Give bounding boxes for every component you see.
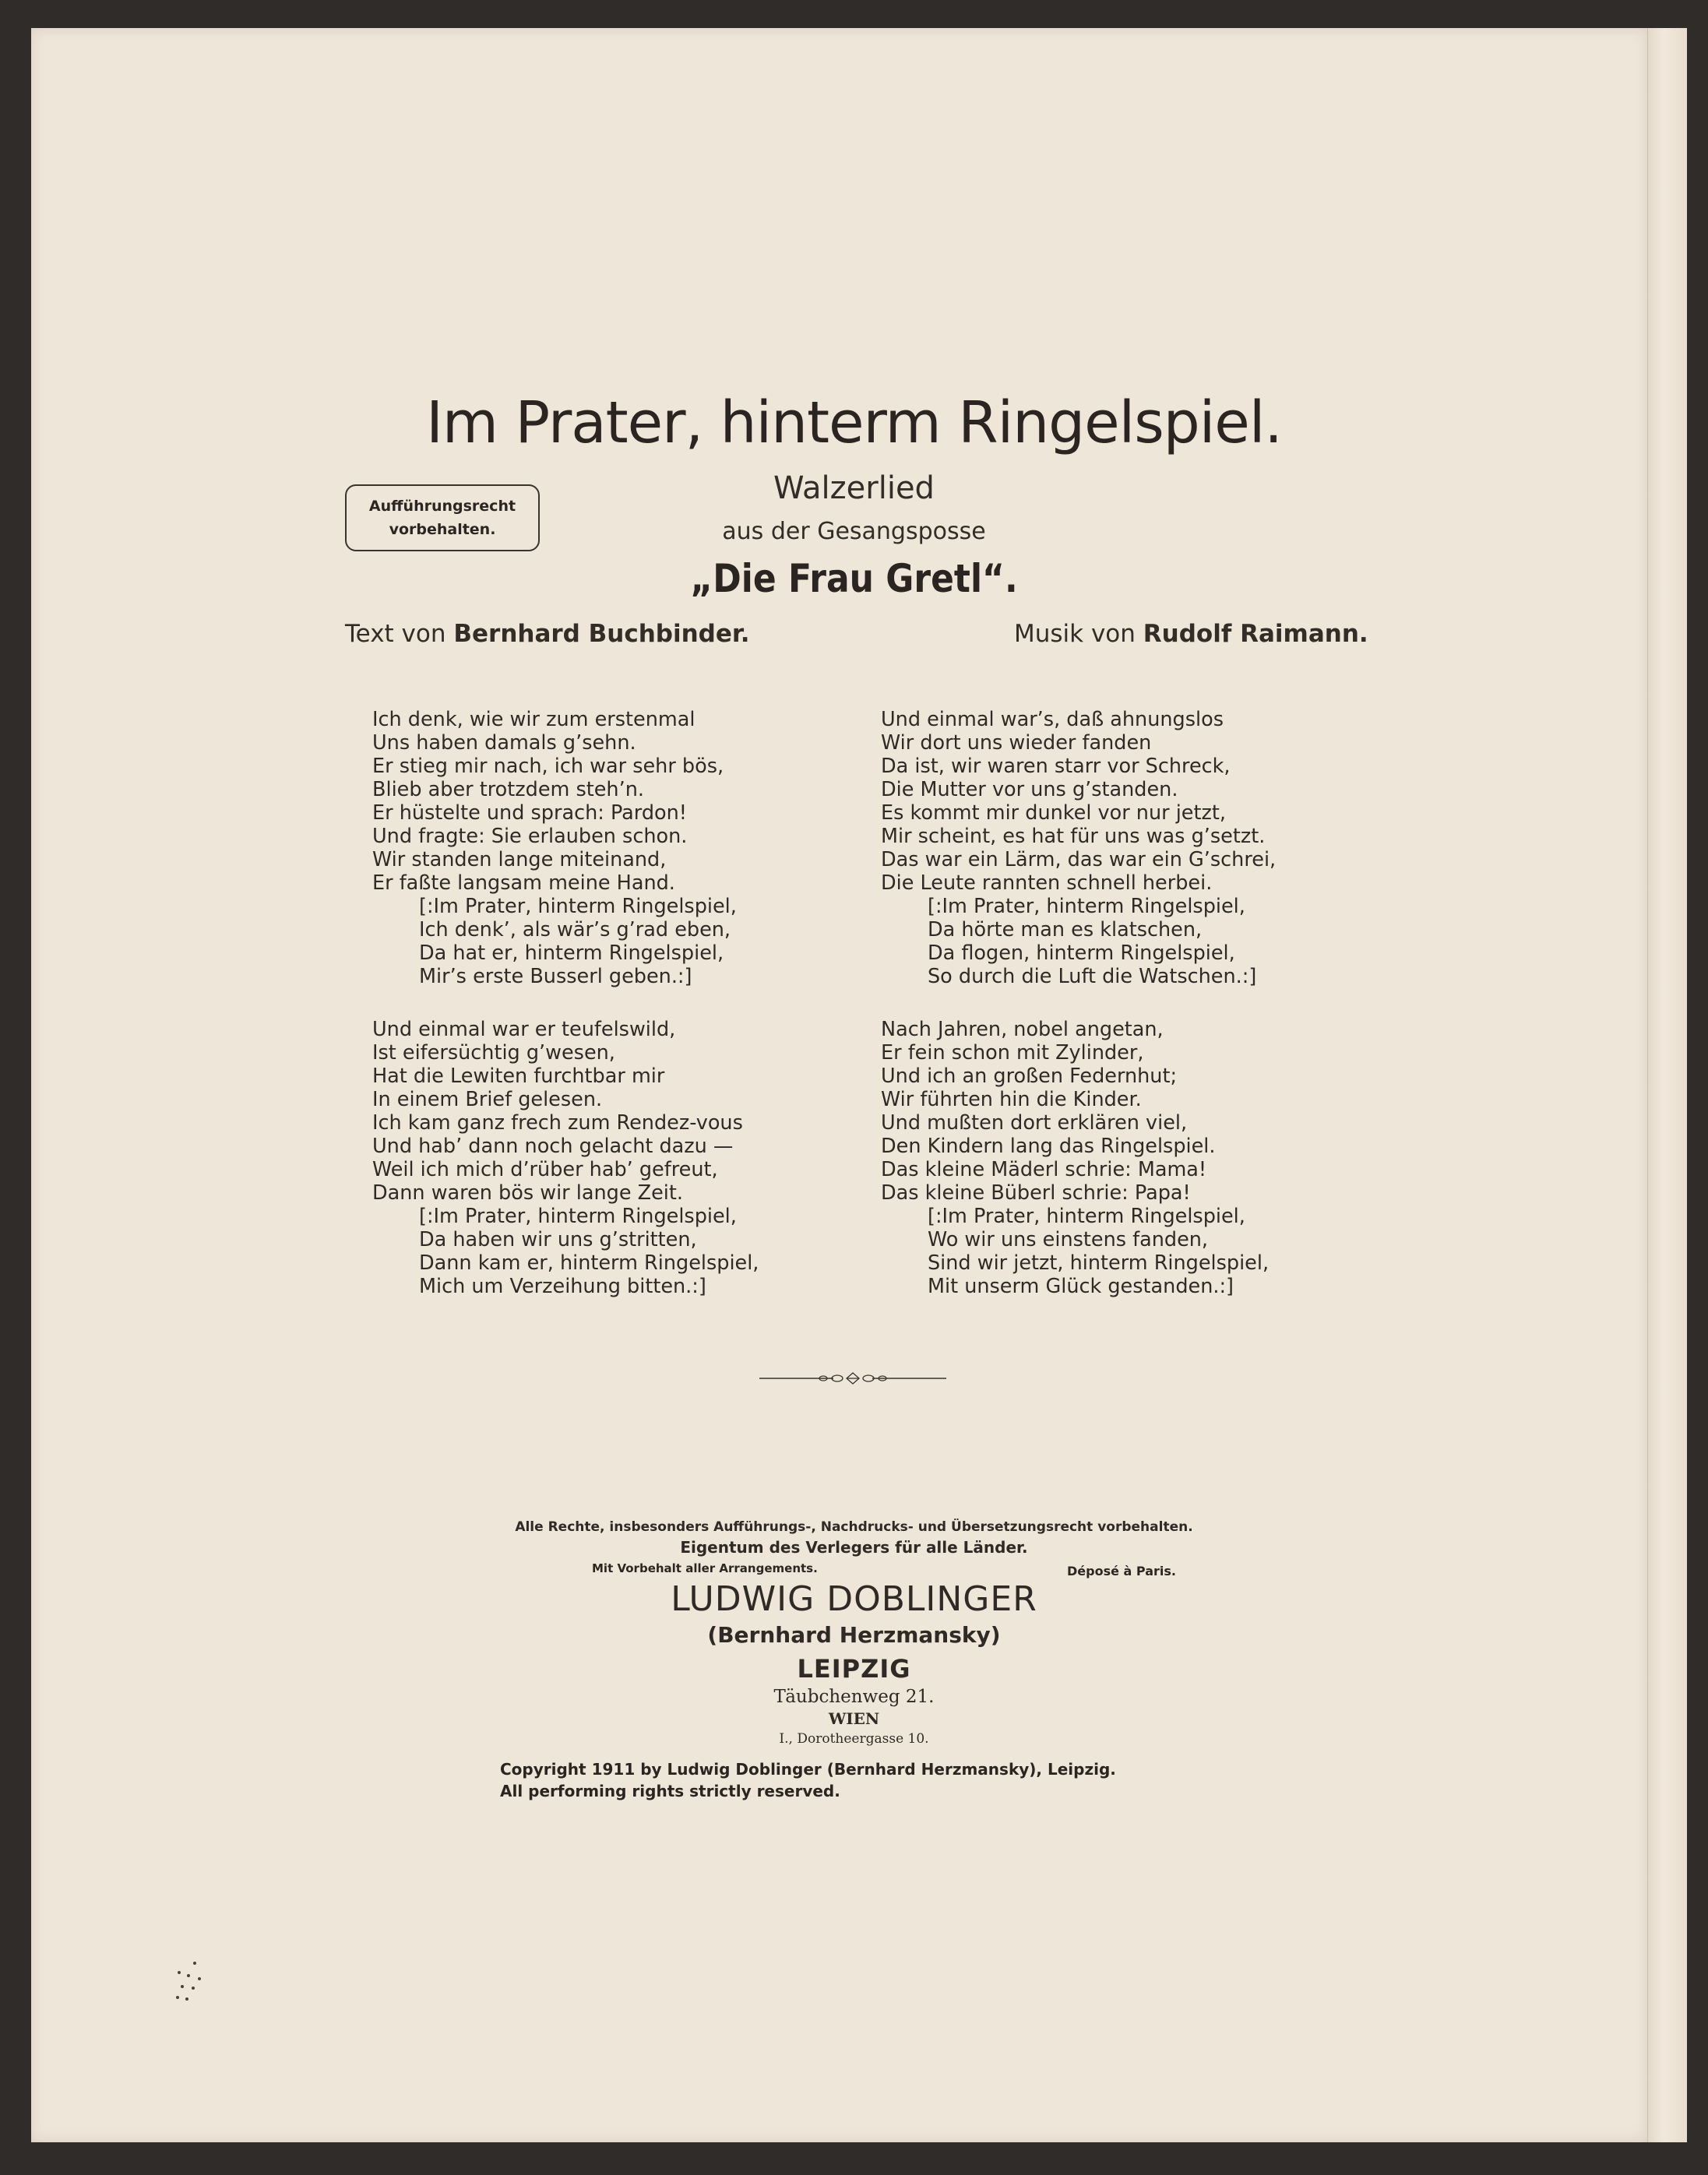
lyric-line: Da hat er, hinterm Ringelspiel, — [419, 941, 724, 965]
lyric-line: Blieb aber trotzdem steh’n. — [372, 778, 644, 801]
lyric-line: Mir’s erste Busserl geben.:] — [419, 965, 692, 988]
lyric-line: [:Im Prater, hinterm Ringelspiel, — [928, 895, 1245, 918]
performance-rights-box — [345, 484, 540, 551]
lyric-line: Dann kam er, hinterm Ringelspiel, — [419, 1251, 759, 1275]
rights-box-line: Aufführungsrecht — [368, 498, 516, 515]
depose-notice: Déposé à Paris. — [1067, 1564, 1176, 1578]
lyricist-name: Bernhard Buchbinder. — [453, 620, 750, 648]
lyricist-prefix: Text von — [345, 620, 454, 648]
lyric-line: Den Kindern lang das Ringelspiel. — [881, 1135, 1216, 1158]
ornament-divider — [759, 1369, 946, 1388]
lyric-line: Weil ich mich d’rüber hab’ gefreut, — [372, 1158, 718, 1181]
lyric-line: Und hab’ dann noch gelacht dazu — — [372, 1135, 734, 1158]
lyric-line: Da ist, wir waren starr vor Schreck, — [881, 755, 1231, 778]
lyric-line: Wir führten hin die Kinder. — [881, 1088, 1142, 1111]
lyric-line: Wir standen lange miteinand, — [372, 848, 667, 871]
stanza-2 — [881, 708, 1276, 988]
lyric-line: Die Mutter vor uns g’standen. — [881, 778, 1178, 801]
lyric-line: Und mußten dort erklären viel, — [881, 1111, 1188, 1135]
song-title: Im Prater, hinterm Ringelspiel. — [426, 389, 1282, 456]
lyric-line: Dann waren bös wir lange Zeit. — [372, 1181, 683, 1205]
property-notice: Eigentum des Verlegers für alle Länder. — [680, 1538, 1028, 1557]
copyright-notice — [500, 1758, 1116, 1802]
arrangements-notice: Mit Vorbehalt aller Arrangements. — [592, 1561, 818, 1575]
lyric-line: Er fein schon mit Zylinder, — [881, 1041, 1144, 1065]
lyric-line: Hat die Lewiten furchtbar mir — [372, 1065, 665, 1088]
page-edge — [1647, 28, 1687, 2142]
lyric-line: Mir scheint, es hat für uns was g’setzt. — [881, 825, 1266, 848]
lyric-line: Nach Jahren, nobel angetan, — [881, 1018, 1164, 1041]
lyric-line: So durch die Luft die Watschen.:] — [928, 965, 1257, 988]
lyric-line: [:Im Prater, hinterm Ringelspiel, — [928, 1205, 1245, 1228]
lyric-line: Das kleine Büberl schrie: Papa! — [881, 1181, 1191, 1205]
lyric-line: Ich denk, wie wir zum erstenmal — [372, 708, 696, 731]
publisher-subtitle: (Bernhard Herzmansky) — [707, 1622, 1001, 1648]
lyric-line: Ich denk’, als wär’s g’rad eben, — [419, 918, 731, 941]
composer-prefix: Musik von — [1014, 620, 1143, 648]
city-wien: WIEN — [828, 1709, 880, 1728]
lyricist-credit — [345, 620, 750, 648]
city-leipzig: LEIPZIG — [797, 1654, 911, 1684]
lyric-line: Sind wir jetzt, hinterm Ringelspiel, — [928, 1251, 1270, 1275]
work-title: „Die Frau Gretl“. — [690, 556, 1018, 601]
stanza-3 — [372, 1018, 759, 1298]
rights-box-line: vorbehalten. — [389, 521, 496, 538]
lyric-line: [:Im Prater, hinterm Ringelspiel, — [419, 895, 737, 918]
rights-notice: Alle Rechte, insbesonders Aufführungs-, Nachdrucks- und Übersetzungsrecht vorbehalten. — [515, 1519, 1193, 1535]
lyric-line: [:Im Prater, hinterm Ringelspiel, — [419, 1205, 737, 1228]
lyric-line: Wo wir uns einstens fanden, — [928, 1228, 1209, 1251]
lyric-line: Da flogen, hinterm Ringelspiel, — [928, 941, 1235, 965]
lyric-line: Die Leute rannten schnell herbei. — [881, 871, 1213, 895]
lyric-line: Uns haben damals g’sehn. — [372, 731, 636, 755]
stanza-1 — [372, 708, 737, 988]
address-leipzig: Täubchenweg 21. — [773, 1687, 935, 1707]
perforation-dots — [171, 1959, 210, 2005]
lyric-line: In einem Brief gelesen. — [372, 1088, 603, 1111]
lyric-line: Das kleine Mäderl schrie: Mama! — [881, 1158, 1207, 1181]
publisher-name: LUDWIG DOBLINGER — [671, 1579, 1037, 1619]
song-subtitle: Walzerlied — [773, 470, 935, 506]
lyric-line: Das war ein Lärm, das war ein G’schrei, — [881, 848, 1277, 871]
lyric-line: Und fragte: Sie erlauben schon. — [372, 825, 688, 848]
lyric-line: Ist eifersüchtig g’wesen, — [372, 1041, 615, 1065]
copyright-line: Copyright 1911 by Ludwig Doblinger (Bernhard Herzmansky), Leipzig. — [500, 1760, 1116, 1779]
address-wien: I., Dorotheergasse 10. — [779, 1731, 929, 1747]
lyric-line: Ich kam ganz frech zum Rendez-vous — [372, 1111, 743, 1135]
sheet-music-page — [31, 28, 1647, 2142]
lyric-line: Er stieg mir nach, ich war sehr bös, — [372, 755, 724, 778]
copyright-line: All performing rights strictly reserved. — [500, 1782, 840, 1800]
lyric-line: Er faßte langsam meine Hand. — [372, 871, 675, 895]
lyric-line: Und einmal war’s, daß ahnungslos — [881, 708, 1224, 731]
lyric-line: Mit unserm Glück gestanden.:] — [928, 1275, 1234, 1298]
composer-name: Rudolf Raimann. — [1143, 620, 1368, 648]
lyric-line: Da hörte man es klatschen, — [928, 918, 1203, 941]
lyric-line: Er hüstelte und sprach: Pardon! — [372, 801, 688, 825]
lyric-line: Es kommt mir dunkel vor nur jetzt, — [881, 801, 1226, 825]
lyric-line: Und einmal war er teufelswild, — [372, 1018, 676, 1041]
song-source: aus der Gesangsposse — [722, 518, 986, 545]
lyric-line: Mich um Verzeihung bitten.:] — [419, 1275, 706, 1298]
lyric-line: Und ich an großen Federnhut; — [881, 1065, 1178, 1088]
composer-credit — [1014, 620, 1368, 648]
lyric-line: Da haben wir uns g’stritten, — [419, 1228, 697, 1251]
stanza-4 — [881, 1018, 1269, 1298]
lyric-line: Wir dort uns wieder fanden — [881, 731, 1152, 755]
